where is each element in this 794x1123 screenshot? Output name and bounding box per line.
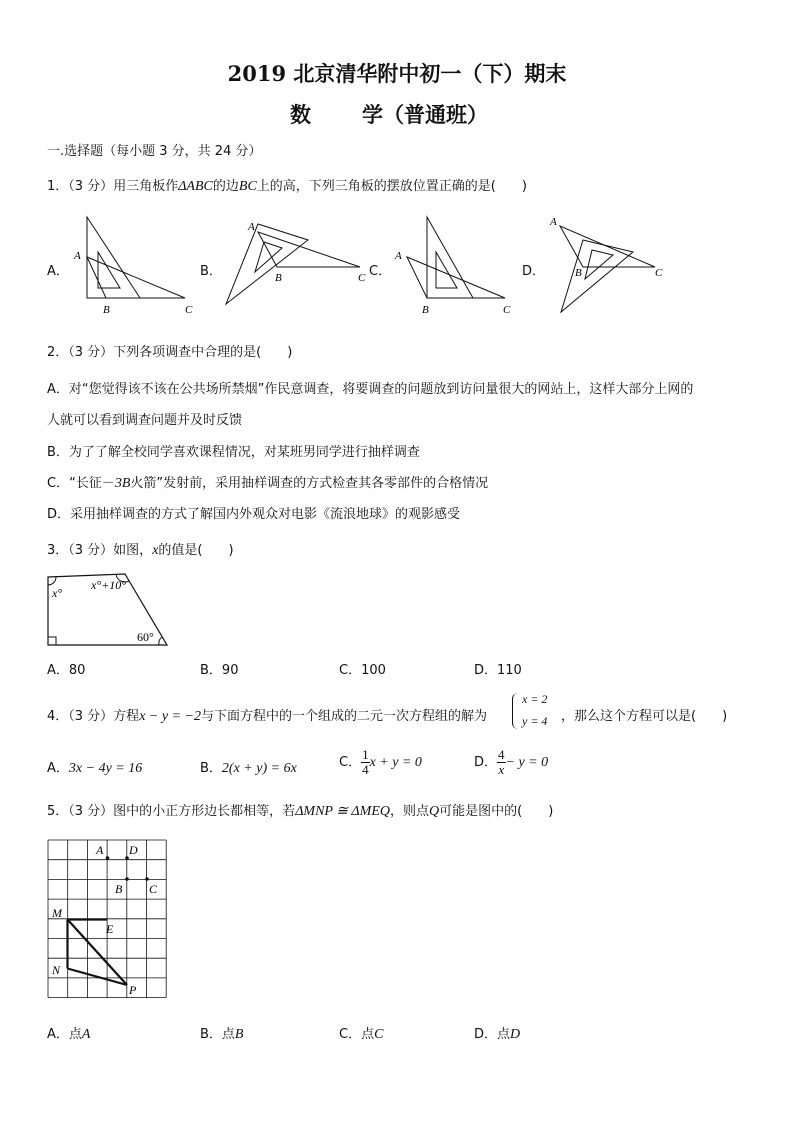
q4-equation: x − y = −2 (139, 709, 201, 724)
subject-char-1: 数 (290, 102, 311, 127)
q5-label-b: B (115, 882, 123, 896)
q2-option-a-line1: A．对“您觉得该不该在公共场所禁烟”作民意调查，将要调查的问题放到访问量很大的网站上，这样大部分上网的 (47, 382, 694, 397)
q1c-label-a: A (395, 250, 402, 262)
q4-option-b (200, 757, 297, 777)
q4-option-d-label: D． (474, 755, 498, 770)
q1-figure-a (72, 212, 202, 317)
q4-option-d-denominator: x (498, 762, 505, 777)
q1b-label-a: A (248, 221, 255, 233)
q1-score: （3 分） (68, 179, 114, 194)
q1-option-b-label: B． (200, 264, 222, 279)
q5-option-a-point: A (81, 1027, 91, 1042)
q4-option-c (339, 748, 422, 777)
q5-option-c-point: C (374, 1027, 384, 1042)
q5-option-d-pre: D．点 (474, 1027, 511, 1042)
q5-label-a: A (96, 843, 104, 857)
q1a-label-b: B (103, 304, 110, 316)
q2-option-c-post: 火箭”发射前，采用抽样调查的方式检查其各零部件的合格情况 (130, 476, 489, 491)
q4-option-a-label: A． (47, 761, 69, 776)
q3-angle-arc-x (48, 577, 56, 585)
q1b-set-square (226, 224, 308, 304)
q1d-triangle-abc (560, 226, 655, 267)
q5-stem-b: ，则点 (389, 804, 429, 819)
q2-option-c-model: 3B (114, 476, 131, 491)
q1c-triangle-abc (407, 257, 505, 298)
q3-option-c: C．100 (339, 663, 386, 678)
q5-label-m: M (52, 906, 62, 920)
q2-stem: 2．（3 分）下列各项调查中合理的是( ) (47, 345, 293, 360)
q4-stem-end: ，那么这个方程可以是( ) (561, 709, 728, 724)
q4-stem-b: 与下面方程中的一个组成的二元一次方程组的解为 (200, 709, 487, 724)
q2-option-b: B．为了了解全校同学喜欢课程情况，对某班男同学进行抽样调查 (47, 445, 420, 460)
q5-option-c (339, 1023, 383, 1043)
q3-label-60: 60° (137, 630, 154, 644)
q5-option-b (200, 1023, 243, 1043)
q1b-label-c: C (358, 272, 366, 284)
q4-option-d (474, 748, 548, 777)
q3-figure (40, 568, 175, 653)
q1-text-b: 的边 (212, 179, 239, 194)
q5-label-n: N (52, 963, 61, 977)
q3-right-angle-mark (48, 637, 56, 645)
q4-option-d-rest: − y = 0 (505, 755, 549, 770)
q5-label-d: D (129, 843, 138, 857)
q5-dot-a (106, 856, 110, 860)
q5-option-c-pre: C．点 (339, 1027, 375, 1042)
q1c-label-b: B (422, 304, 429, 316)
q5-segment-mp (68, 920, 128, 986)
q4-option-c-denominator: 4 (362, 762, 369, 777)
q1a-set-square-hole (98, 252, 120, 288)
q5-label-c: C (149, 882, 158, 896)
q3-label-x-plus-10: x°+10° (91, 578, 127, 592)
q5-grid-figure (40, 832, 175, 1007)
q5-label-p: P (129, 983, 137, 997)
q5-option-a (47, 1023, 90, 1043)
q1b-triangle-abc (258, 232, 360, 267)
page-title: 2019 北京清华附中初一（下）期末 (227, 61, 567, 86)
q1-figure-d (543, 212, 678, 322)
q1d-label-b: B (575, 267, 582, 279)
q1-figure-c (393, 212, 523, 317)
q1c-set-square (427, 217, 473, 298)
q2-option-c (47, 472, 488, 492)
q5-congruence: ΔMNP ≅ ΔMEQ (295, 804, 390, 819)
q3-variable: x (152, 543, 159, 558)
q1-option-d-label: D． (522, 264, 546, 279)
q1c-label-c: C (503, 304, 511, 316)
q3-option-a: A．80 (47, 663, 86, 678)
q5-option-a-pre: A．点 (47, 1027, 82, 1042)
q5-dot-c (145, 877, 149, 881)
q1-option-a-label: A． (47, 264, 69, 279)
q3-angle-arc-60 (159, 637, 162, 645)
q2-option-c-pre: C．“长征－ (47, 476, 115, 491)
q4-system-line2: y = 4 (522, 714, 548, 728)
q2-option-a-line2: 人就可以看到调查问题并及时反馈 (47, 413, 243, 428)
q1-number: 1． (47, 179, 69, 194)
q1d-label-c: C (655, 267, 663, 279)
q1d-label-a: A (550, 216, 557, 228)
q1-stem (47, 175, 527, 195)
q1a-label-a: A (74, 250, 81, 262)
q4-option-c-fraction (361, 748, 370, 777)
q5-stem (47, 800, 553, 820)
q4-option-b-label: B． (200, 761, 222, 776)
q4-option-c-numerator: 1 (362, 747, 369, 762)
q4-system-brace (512, 693, 520, 729)
q1d-set-square-hole (585, 250, 613, 279)
q1-option-c-label: C． (369, 264, 392, 279)
q1a-set-square (87, 217, 140, 298)
q5-option-d-point: D (510, 1027, 521, 1042)
q1a-label-c: C (185, 304, 193, 316)
q1-triangle: ΔABC (178, 179, 213, 194)
q1-text-a: 用三角板作 (113, 179, 179, 194)
q1-figure-b (220, 212, 380, 312)
q5-label-e: E (106, 922, 114, 936)
subject-subtitle: 学（普通班） (362, 102, 488, 127)
q4-option-a-expr: 3x − 4y = 16 (68, 761, 143, 776)
q4-option-b-expr: 2(x + y) = 6x (221, 761, 297, 776)
q5-stem-c: 可能是图中的( ) (439, 804, 554, 819)
q5-point-q: Q (429, 804, 440, 819)
q4-option-a (47, 757, 142, 777)
q4-option-c-rest: x + y = 0 (369, 755, 422, 770)
q5-stem-a: 5．（3 分）图中的小正方形边长都相等，若 (47, 804, 296, 819)
q5-option-b-pre: B．点 (200, 1027, 235, 1042)
q5-option-d (474, 1023, 520, 1043)
q4-option-d-fraction (497, 748, 506, 777)
q4-stem (47, 705, 487, 725)
q3-label-x: x° (52, 586, 63, 600)
q3-option-b: B．90 (200, 663, 239, 678)
q4-system-line1: x = 2 (522, 692, 548, 706)
q4-option-d-numerator: 4 (498, 747, 505, 762)
q1-text-c: 上的高，下列三角板的摆放位置正确的是( ) (256, 179, 527, 194)
q3-stem-b: 的值是( ) (158, 543, 234, 558)
section-heading: 一.选择题（每小题 3 分，共 24 分） (47, 144, 262, 159)
q4-option-c-label: C． (339, 755, 362, 770)
q3-stem (47, 539, 234, 559)
q5-dot-b (125, 877, 129, 881)
q5-option-b-point: B (234, 1027, 244, 1042)
q4-stem-a: 4．（3 分）方程 (47, 709, 140, 724)
q3-stem-a: 3．（3 分）如图， (47, 543, 153, 558)
q2-option-d: D．采用抽样调查的方式了解国内外观众对电影《流浪地球》的观影感受 (47, 507, 461, 522)
q1b-label-b: B (275, 272, 282, 284)
q1-side: BC (238, 179, 257, 194)
q3-option-d: D．110 (474, 663, 522, 678)
